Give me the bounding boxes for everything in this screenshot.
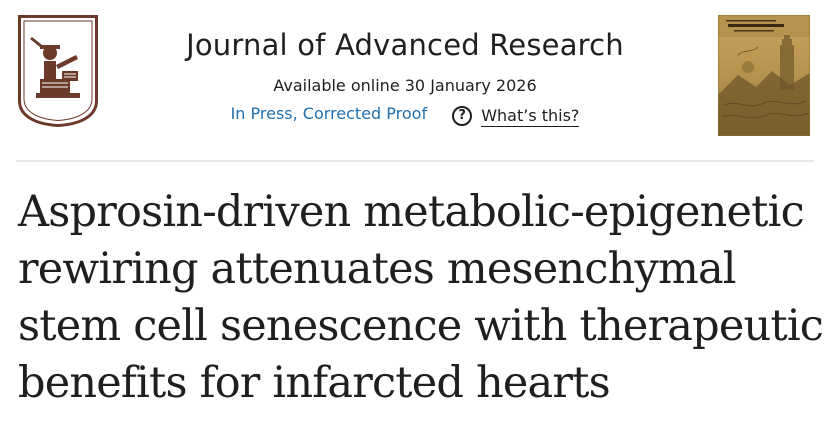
article-title xyxy=(18,184,824,412)
whats-this-button[interactable] xyxy=(452,106,579,127)
article-title-line: benefits for infarcted hearts xyxy=(18,358,610,408)
article-header xyxy=(0,0,830,162)
header-divider xyxy=(16,160,814,162)
article-title-line: Asprosin-driven metabolic-epigenetic xyxy=(18,187,804,237)
available-online-date: Available online 30 January 2026 xyxy=(273,76,537,95)
whats-this-label: What’s this? xyxy=(481,105,580,125)
article-status-row xyxy=(170,104,640,127)
article-title-line: rewiring attenuates mesenchymal xyxy=(18,244,736,294)
journal-title[interactable] xyxy=(170,28,640,62)
journal-title-link[interactable]: Journal of Advanced Research xyxy=(186,28,624,62)
publisher-logo-icon[interactable] xyxy=(18,15,98,127)
question-mark-circle-icon: ? xyxy=(452,106,472,126)
journal-cover-image[interactable] xyxy=(718,15,810,136)
article-title-line: stem cell senescence with therapeutic xyxy=(18,301,824,351)
in-press-status-link[interactable]: In Press, Corrected Proof xyxy=(230,104,428,123)
